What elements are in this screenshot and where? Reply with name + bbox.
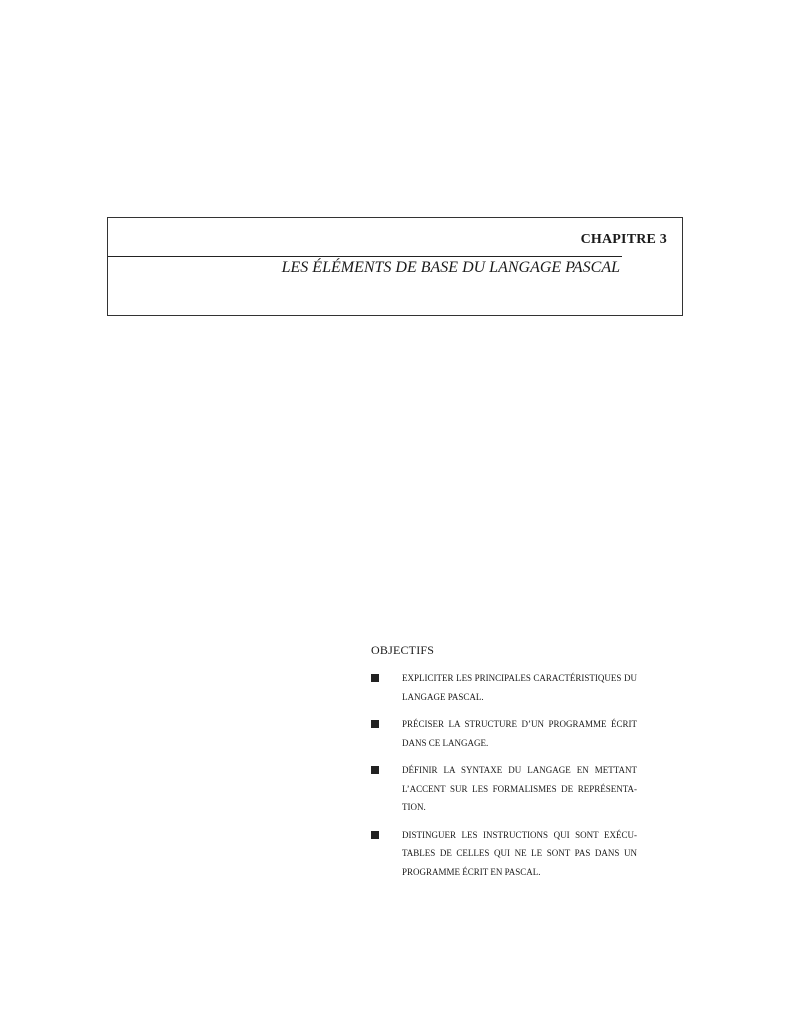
objectives-list (371, 669, 637, 881)
square-bullet-icon (371, 766, 379, 774)
objective-line: PRÉCISER LA STRUCTURE D’UN PROGRAMME ÉCRIT (402, 719, 637, 729)
objective-item (371, 826, 637, 882)
objective-line: L’ACCENT SUR LES FORMALISMES DE REPRÉSENTA- (402, 783, 637, 794)
objective-line: TABLES DE CELLES QUI NE LE SONT PAS DANS UN (402, 848, 637, 858)
square-bullet-icon (371, 674, 379, 682)
chapter-divider (108, 256, 622, 257)
chapter-title: LES ÉLÉMENTS DE BASE DU LANGAGE PASCAL (281, 259, 620, 276)
chapter-number: CHAPITRE 3 (580, 232, 667, 247)
objective-line: DANS CE LANGAGE. (402, 737, 489, 748)
objective-line: PROGRAMME ÉCRIT EN PASCAL. (402, 866, 541, 877)
objective-line: DISTINGUER LES INSTRUCTIONS QUI SONT EXÉCU- (402, 829, 637, 840)
square-bullet-icon (371, 831, 379, 839)
objective-line: DÉFINIR LA SYNTAXE DU LANGAGE EN METTANT (402, 765, 637, 775)
objectives-section (371, 643, 637, 890)
chapter-header-box (107, 217, 683, 316)
objective-line: LANGAGE PASCAL. (402, 691, 484, 702)
square-bullet-icon (371, 720, 379, 728)
objective-line: EXPLICITER LES PRINCIPALES CARACTÉRISTIQUES DU (402, 673, 637, 683)
objective-item (371, 715, 637, 752)
objective-item (371, 669, 637, 706)
objective-line: TION. (402, 802, 426, 812)
objective-item (371, 761, 637, 817)
objectives-heading: OBJECTIFS (371, 643, 435, 657)
